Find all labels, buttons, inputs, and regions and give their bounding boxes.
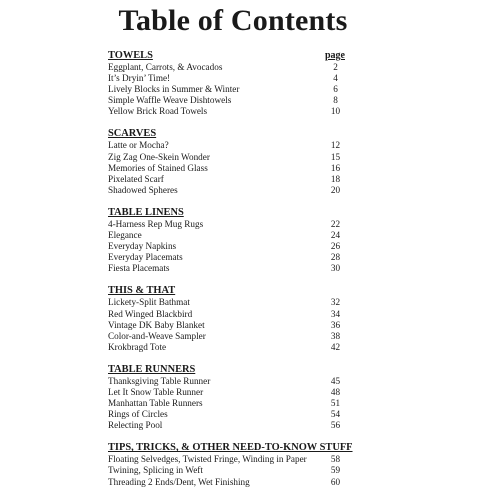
toc-section	[108, 128, 348, 195]
entry-title: Relecting Pool	[108, 420, 163, 431]
entry-title: Floating Selvedges, Twisted Fringe, Winding in Paper	[108, 454, 307, 465]
page-column-header: page	[325, 50, 345, 61]
entry-page-number: 20	[330, 184, 341, 195]
entry-title: Twining, Splicing in Weft	[108, 465, 203, 476]
section-title: TIPS, TRICKS, & OTHER NEED-TO-KNOW STUFF	[108, 442, 353, 454]
toc-section	[108, 285, 348, 352]
entry-page-number: 34	[330, 308, 341, 319]
entry-page-number: 10	[330, 106, 341, 117]
entry-title: Zig Zag One-Skein Wonder	[108, 151, 210, 162]
entry-title: Latte or Mocha?	[108, 140, 169, 151]
toc-entry	[108, 465, 348, 476]
toc-entry	[108, 106, 348, 117]
entry-title: Rings of Circles	[108, 409, 168, 420]
entry-page-number: 2	[333, 62, 338, 72]
entry-page-number: 56	[330, 420, 341, 431]
entry-page-number: 30	[330, 263, 341, 274]
toc-entry	[108, 174, 348, 185]
toc-entry	[108, 252, 348, 263]
entry-page-number: 22	[330, 218, 341, 229]
entry-page-number: 60	[330, 476, 341, 487]
toc-section	[108, 50, 348, 117]
toc-entry	[108, 454, 348, 465]
entry-page-number: 24	[330, 230, 341, 241]
toc-entry	[108, 309, 348, 320]
toc-entry	[108, 219, 348, 230]
entry-title: Everyday Placemats	[108, 252, 183, 263]
toc-entry	[108, 342, 348, 353]
entry-title: Pixelated Scarf	[108, 173, 164, 184]
toc-entry	[108, 185, 348, 196]
entry-page-number: 4	[333, 73, 338, 84]
entry-title: Color-and-Weave Sampler	[108, 330, 206, 341]
toc-entry	[108, 263, 348, 274]
section-title: TOWELS	[108, 50, 153, 61]
page-title: Table of Contents	[118, 4, 348, 37]
toc-entry	[108, 152, 348, 163]
entry-title: Let It Snow Table Runner	[108, 386, 204, 397]
toc-entry	[108, 62, 348, 73]
section-title: TABLE LINENS	[108, 206, 184, 218]
toc-entry	[108, 320, 348, 331]
entry-page-number: 6	[333, 84, 338, 95]
toc-entry	[108, 163, 348, 174]
entry-page-number: 51	[330, 398, 341, 409]
entry-title: Simple Waffle Weave Dishtowels	[108, 95, 232, 106]
toc-entry	[108, 230, 348, 241]
entry-page-number: 18	[330, 173, 341, 184]
entry-title: Lickety-Split Bathmat	[108, 297, 190, 308]
entry-title: Manhattan Table Runners	[108, 398, 203, 409]
toc-entry	[108, 376, 348, 387]
entry-title: Lively Blocks in Summer & Winter	[108, 84, 240, 95]
entry-title: Yellow Brick Road Towels	[108, 106, 208, 117]
entry-page-number: 54	[330, 409, 341, 420]
entry-page-number: 28	[330, 252, 341, 263]
toc-entry	[108, 331, 348, 342]
toc-entry	[108, 297, 348, 308]
entry-page-number: 16	[330, 162, 341, 173]
entry-title: Memories of Stained Glass	[108, 162, 208, 173]
toc-section	[108, 364, 348, 431]
toc-entry	[108, 95, 348, 106]
entry-title: Shadowed Spheres	[108, 184, 178, 195]
entry-page-number: 45	[330, 375, 341, 386]
entry-page-number: 8	[333, 95, 338, 106]
entry-title: Eggplant, Carrots, & Avocados	[108, 62, 223, 72]
entry-page-number: 32	[330, 297, 341, 308]
toc-entry	[108, 140, 348, 151]
toc-entry	[108, 241, 348, 252]
toc-section	[108, 442, 353, 487]
entry-page-number: 38	[330, 330, 341, 341]
entry-page-number: 26	[330, 241, 341, 252]
entry-title: Fiesta Placemats	[108, 263, 170, 274]
section-title: THIS & THAT	[108, 285, 176, 297]
toc-list	[108, 50, 353, 488]
toc-entry	[108, 409, 348, 420]
entry-title: Krokbragd Tote	[108, 341, 167, 352]
entry-title: Everyday Napkins	[108, 241, 177, 252]
entry-page-number: 58	[330, 454, 341, 465]
entry-title: 4-Harness Rep Mug Rugs	[108, 218, 204, 229]
section-title: SCARVES	[108, 128, 157, 140]
toc-entry	[108, 73, 348, 84]
entry-page-number: 15	[330, 151, 341, 162]
toc-entry	[108, 420, 348, 431]
entry-title: Vintage DK Baby Blanket	[108, 319, 205, 330]
toc-entry	[108, 387, 348, 398]
entry-title: It’s Dryin’ Time!	[108, 73, 171, 84]
entry-page-number: 12	[330, 140, 341, 151]
entry-title: Thanksgiving Table Runner	[108, 375, 211, 386]
entry-title: Threading 2 Ends/Dent, Wet Finishing	[108, 476, 250, 487]
entry-page-number: 48	[330, 386, 341, 397]
toc-entry	[108, 84, 348, 95]
entry-page-number: 42	[330, 341, 341, 352]
entry-title: Elegance	[108, 230, 142, 241]
entry-page-number: 36	[330, 319, 341, 330]
toc-entry	[108, 477, 348, 488]
toc-entry	[108, 398, 348, 409]
entry-title: Red Winged Blackbird	[108, 308, 193, 319]
toc-section	[108, 207, 348, 274]
entry-page-number: 59	[330, 465, 341, 476]
section-title: TABLE RUNNERS	[108, 363, 196, 375]
